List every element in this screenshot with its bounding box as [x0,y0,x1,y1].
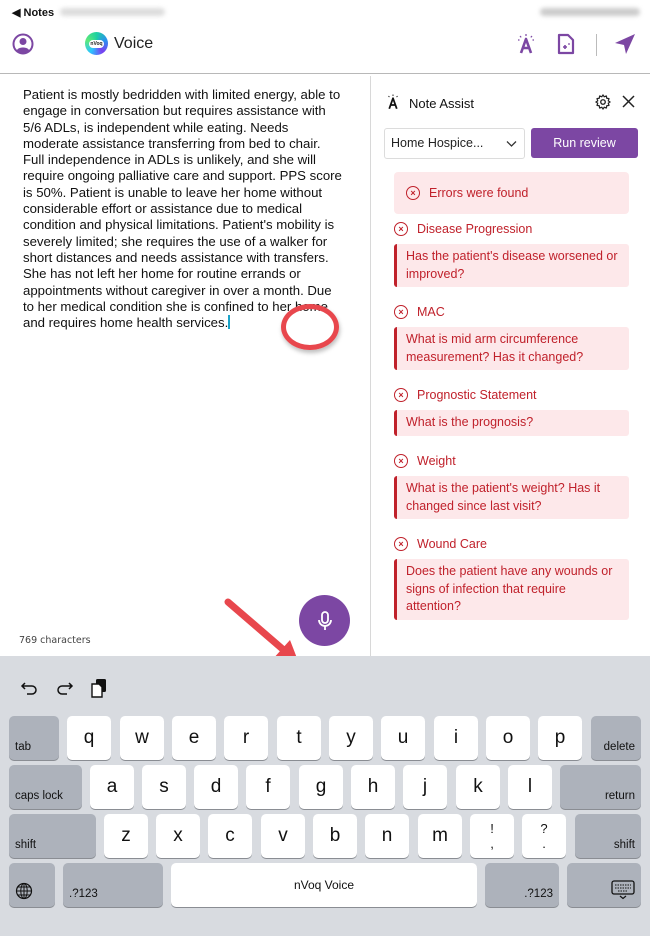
finding-question: What is the prognosis? [394,410,629,436]
key-n[interactable]: n [365,814,409,858]
key-globe[interactable] [9,863,55,907]
finding-question: What is mid arm circumference measurement? Has it changed? [394,327,629,370]
key-comma[interactable]: ! , [470,814,514,858]
document-add-icon[interactable] [554,32,578,56]
error-icon: × [394,388,408,402]
finding-mac [394,303,629,370]
finding-title: Prognostic Statement [417,388,537,402]
run-review-button[interactable]: Run review [531,128,638,158]
template-select-value: Home Hospice... [391,136,484,150]
note-assist-panel [370,76,650,656]
key-j[interactable]: j [403,765,447,809]
annotation-circle [281,304,339,350]
note-assist-icon[interactable] [514,32,538,56]
undo-icon[interactable] [20,678,40,698]
character-count: 769 characters [19,635,91,646]
error-icon: × [394,305,408,319]
header-divider [596,34,597,56]
back-to-notes-link[interactable]: ◀ Notes [12,7,55,19]
key-period[interactable]: ? . [522,814,566,858]
finding-title: Wound Care [417,537,487,551]
key-space[interactable]: nVoq Voice [171,863,477,907]
key-e[interactable]: e [172,716,216,760]
microphone-button[interactable] [299,595,350,646]
finding-question: Has the patient's disease worsened or improved? [394,244,629,287]
note-editor[interactable] [0,76,370,656]
key-f[interactable]: f [246,765,290,809]
key-l[interactable]: l [508,765,552,809]
key-r[interactable]: r [224,716,268,760]
key-return[interactable]: return [560,765,641,809]
text-caret [228,315,230,329]
finding-disease-progression [394,220,629,287]
key-u[interactable]: u [381,716,425,760]
finding-title: MAC [417,305,445,319]
key-t[interactable]: t [277,716,321,760]
key-x[interactable]: x [156,814,200,858]
key-v[interactable]: v [261,814,305,858]
key-d[interactable]: d [194,765,238,809]
key-delete[interactable]: delete [591,716,641,760]
key-k[interactable]: k [456,765,500,809]
finding-wound-care [394,535,629,620]
onscreen-keyboard [0,656,650,936]
key-y[interactable]: y [329,716,373,760]
key-a[interactable]: a [90,765,134,809]
key-z[interactable]: z [104,814,148,858]
key-numbers-right[interactable]: .?123 [485,863,559,907]
note-text: Patient is mostly bedridden with limited energy, able to engage in conversation but requires assistance with 5/6 ADLs, is independent while eating. Needs moderate assistance transferring from bed to chair. Full independence in ADLs is unlikely, and she will require ongoing palliative care and support. PPS score is 50%. Patient is unable to leave her home without considerable effort or assistance due to medical condition and physical limitations. Patient's mobility is severely limited; she requires the use of a walker for short distances and needs assistance with transfers. She has not left her home for routine errands or appointments without caregiver in over a month. Due to her medical condition she is confined to her home and requires home health services. [23,87,342,331]
chevron-down-icon [506,140,517,148]
key-c[interactable]: c [208,814,252,858]
app-title: Voice [114,35,154,52]
error-icon: × [406,186,420,200]
key-dismiss-keyboard[interactable] [567,863,641,907]
microphone-icon [315,609,335,633]
status-time-blurred [60,8,165,16]
note-assist-icon [384,93,402,111]
globe-icon [15,882,33,900]
finding-title: Weight [417,454,456,468]
key-p[interactable]: p [538,716,582,760]
error-icon: × [394,222,408,236]
key-m[interactable]: m [418,814,462,858]
finding-weight [394,452,629,519]
key-shift-right[interactable]: shift [575,814,641,858]
key-h[interactable]: h [351,765,395,809]
nvoq-logo: nVoq [85,32,108,55]
finding-prognostic-statement [394,386,629,436]
errors-banner [394,172,629,214]
error-icon: × [394,537,408,551]
template-select[interactable] [384,128,525,159]
key-g[interactable]: g [299,765,343,809]
profile-icon[interactable] [12,33,34,55]
key-q[interactable]: q [67,716,111,760]
key-b[interactable]: b [313,814,357,858]
redo-icon[interactable] [54,678,74,698]
error-icon: × [394,454,408,468]
send-icon[interactable] [613,32,637,56]
key-shift-left[interactable]: shift [9,814,96,858]
paste-icon[interactable] [89,678,109,698]
gear-icon[interactable] [594,93,612,111]
key-o[interactable]: o [486,716,530,760]
close-icon[interactable] [621,94,636,109]
status-bar [0,0,650,26]
key-numbers-left[interactable]: .?123 [63,863,163,907]
finding-title: Disease Progression [417,222,533,236]
note-text-area[interactable] [23,87,345,331]
errors-banner-text: Errors were found [429,186,529,200]
key-i[interactable]: i [434,716,478,760]
key-caps-lock[interactable]: caps lock [9,765,82,809]
key-s[interactable]: s [142,765,186,809]
finding-question: What is the patient's weight? Has it changed since last visit? [394,476,629,519]
status-indicators-blurred [540,8,640,16]
note-assist-title: Note Assist [409,96,475,111]
key-w[interactable]: w [120,716,164,760]
finding-question: Does the patient have any wounds or signs of infection that require attention? [394,559,629,620]
keyboard-dismiss-icon [611,880,635,900]
key-tab[interactable]: tab [9,716,59,760]
app-header [0,26,650,74]
